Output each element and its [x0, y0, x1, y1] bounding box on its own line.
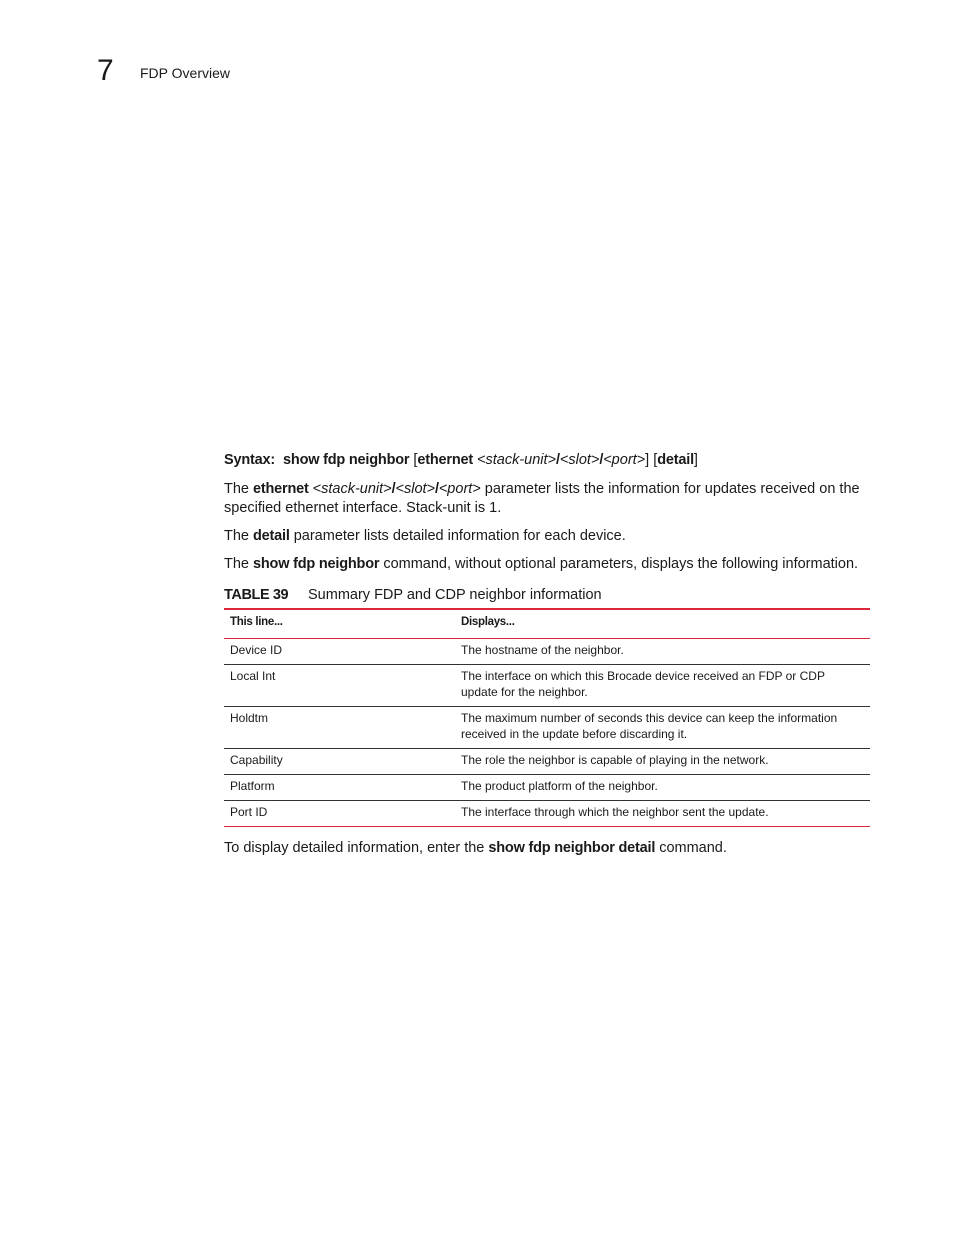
- table-cell-field: Local Int: [224, 665, 455, 707]
- text-run: command, without optional parameters, displays the following information.: [379, 556, 859, 572]
- column-header-displays: Displays...: [455, 609, 870, 639]
- text-run: The: [224, 528, 254, 544]
- syntax-line: [224, 451, 870, 470]
- text-run: The: [224, 556, 254, 572]
- table-cell-description: The hostname of the neighbor.: [455, 639, 870, 665]
- syntax-bracket: ]: [693, 452, 698, 468]
- table-row: [224, 639, 870, 665]
- table-row: [224, 775, 870, 801]
- table-header-row: [224, 609, 870, 639]
- show-command-description: [224, 555, 870, 574]
- detail-keyword: detail: [253, 528, 290, 544]
- syntax-ethernet-keyword: ethernet: [417, 452, 473, 468]
- slash: /: [391, 481, 396, 497]
- table-row: [224, 801, 870, 827]
- syntax-slash: /: [599, 452, 604, 468]
- port-arg: <port>: [438, 481, 481, 497]
- table-cell-description: The product platform of the neighbor.: [455, 775, 870, 801]
- detail-command-instruction: [224, 839, 870, 858]
- chapter-number: 7: [97, 54, 114, 87]
- text-run: To display detailed information, enter the: [224, 840, 489, 856]
- show-fdp-neighbor-keyword: show fdp neighbor: [253, 556, 380, 572]
- stack-unit-arg: <stack-unit>: [312, 481, 392, 497]
- table-title: Summary FDP and CDP neighbor information: [308, 587, 602, 603]
- table-caption: [224, 586, 870, 605]
- table-cell-field: Holdtm: [224, 707, 455, 749]
- syntax-slash: /: [556, 452, 560, 468]
- syntax-detail-keyword: detail: [657, 452, 694, 468]
- main-content: [224, 451, 870, 867]
- ethernet-keyword: ethernet: [253, 481, 309, 497]
- text-run: parameter lists detailed information for each device.: [289, 528, 626, 544]
- table-number: TABLE 39: [224, 587, 289, 603]
- table-cell-field: Capability: [224, 749, 455, 775]
- slash: /: [435, 481, 439, 497]
- ethernet-parameter-description: [224, 480, 870, 518]
- syntax-slot-arg: <slot>: [559, 452, 600, 468]
- text-run: The: [224, 481, 254, 497]
- table-cell-description: The interface on which this Brocade device received an FDP or CDP update for the neighbor.: [455, 665, 870, 707]
- syntax-bracket: [: [409, 452, 418, 468]
- show-fdp-neighbor-detail-keyword: show fdp neighbor detail: [488, 840, 656, 856]
- table-cell-field: Device ID: [224, 639, 455, 665]
- running-head: FDP Overview: [140, 65, 230, 81]
- detail-parameter-description: [224, 527, 870, 546]
- table-row: [224, 665, 870, 707]
- syntax-bracket: ] [: [645, 452, 658, 468]
- table-cell-description: The maximum number of seconds this device can keep the information received in the update before discarding it.: [455, 707, 870, 749]
- syntax-port-arg: <port>: [603, 452, 646, 468]
- table-cell-field: Port ID: [230, 805, 268, 819]
- syntax-label: Syntax:: [224, 452, 275, 468]
- table-row: [224, 707, 870, 749]
- table-cell-description: The interface through which the neighbor sent the update.: [461, 805, 769, 819]
- neighbor-info-table: [224, 608, 870, 827]
- slot-arg: <slot>: [395, 481, 435, 497]
- text-run: parameter lists the information for updates received on the specified ethernet interface. Stack-unit is 1.: [224, 481, 860, 516]
- table-cell-field: Platform: [224, 775, 455, 801]
- table-row: [224, 749, 870, 775]
- syntax-command: show fdp neighbor: [283, 452, 410, 468]
- text-run: command.: [655, 840, 727, 856]
- table-cell-description: The role the neighbor is capable of playing in the network.: [455, 749, 870, 775]
- column-header-this-line: This line...: [224, 609, 455, 639]
- syntax-stack-unit-arg: <stack-unit>: [477, 452, 557, 468]
